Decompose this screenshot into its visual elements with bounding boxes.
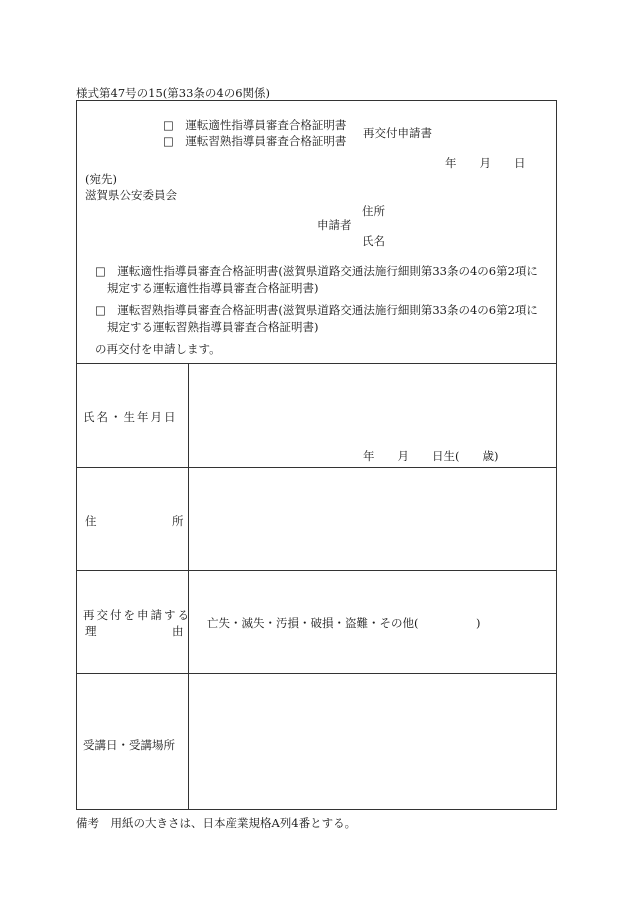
address-field[interactable] bbox=[197, 481, 547, 561]
footer-note: 備考 用紙の大きさは、日本産業規格A列4番とする。 bbox=[76, 816, 357, 830]
row-divider-1 bbox=[77, 467, 556, 468]
reason-label-line2-right: 由 bbox=[172, 624, 184, 638]
address-label-left: 住 bbox=[85, 514, 97, 528]
reason-label-line2-left: 理 bbox=[85, 624, 97, 638]
lecture-field[interactable] bbox=[197, 691, 547, 801]
reason-label-line1: 再交付を申請する bbox=[83, 608, 191, 622]
body-item1-line2: 規定する運転適性指導員審査合格証明書) bbox=[107, 281, 319, 295]
application-date: 年 月 日 bbox=[445, 156, 526, 170]
cert-option-aptitude: □ 運転適性指導員審査合格証明書 bbox=[163, 118, 347, 132]
applicant-label: 申請者 bbox=[317, 218, 352, 232]
column-divider bbox=[188, 363, 189, 810]
body-item2-line2: 規定する運転習熟指導員審査合格証明書) bbox=[107, 320, 319, 334]
body-closing: の再交付を申請します。 bbox=[95, 342, 221, 356]
name-dob-label: 氏名・生年月日 bbox=[83, 410, 178, 424]
body-item2-line1: □ 運転習熟指導員審査合格証明書(滋賀県道路交通法施行細則第33条の4の6第2項に bbox=[95, 303, 538, 317]
row-divider-3 bbox=[77, 673, 556, 674]
applicant-address-label: 住所 bbox=[362, 204, 385, 218]
row-divider-2 bbox=[77, 570, 556, 571]
address-label-right: 所 bbox=[172, 514, 184, 528]
applicant-name-label: 氏名 bbox=[362, 234, 385, 248]
lecture-label: 受講日・受講場所 bbox=[83, 738, 175, 752]
table-top-line bbox=[77, 363, 556, 364]
reason-options[interactable]: 亡失・滅失・汚損・破損・盗難・その他( ) bbox=[207, 616, 481, 630]
body-item1-line1: □ 運転適性指導員審査合格証明書(滋賀県道路交通法施行細則第33条の4の6第2項に bbox=[95, 264, 538, 278]
addressee-label: (宛先) bbox=[85, 172, 117, 186]
form-number: 様式第47号の15(第33条の4の6関係) bbox=[76, 86, 271, 100]
application-form bbox=[76, 100, 557, 810]
form-title-suffix: 再交付申請書 bbox=[363, 126, 432, 140]
addressee-name: 滋賀県公安委員会 bbox=[85, 188, 177, 202]
dob-field[interactable]: 年 月 日生( 歳) bbox=[363, 449, 499, 463]
cert-option-proficiency: □ 運転習熟指導員審査合格証明書 bbox=[163, 134, 347, 148]
